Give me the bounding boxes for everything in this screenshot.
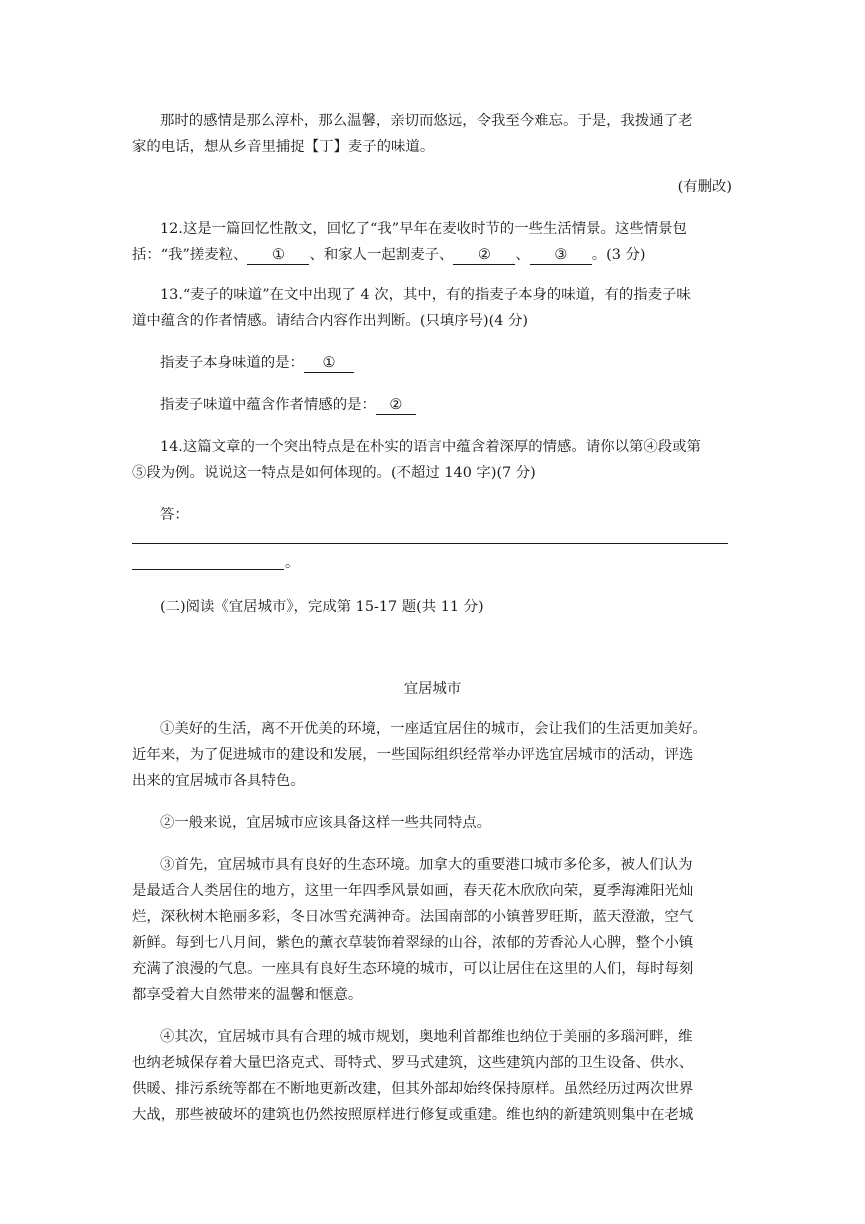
article-p1-line-2: 近年来，为了促进城市的建设和发展，一些国际组织经常举办评选宜居城市的活动，评选: [132, 747, 694, 763]
article-p4-line-3: 供暖、排污系统等都在不断地更新改建，但其外部却始终保持原样。虽然经历过两次世界: [132, 1081, 694, 1097]
q12-text-c: 、: [515, 247, 530, 263]
answer-line-1: [132, 543, 728, 544]
article-p4-line-2: 也纳老城保存着大量巴洛克式、哥特式、罗马式建筑，这些建筑内部的卫生设备、供水、: [132, 1055, 694, 1071]
q13-answer-a: [160, 350, 734, 376]
q13-line-1: 13.“麦子的味道”在文中出现了 4 次，其中，有的指麦子本身的味道，有的指麦子味: [160, 287, 691, 303]
q13-a-blank: ①: [304, 354, 354, 373]
q13-a-label: 指麦子本身味道的是：: [160, 355, 304, 371]
article-p3-line-4: 新鲜。每到七八月间，紫色的薰衣草装饰着翠绿的山谷，浓郁的芳香沁人心脾，整个小镇: [132, 935, 694, 951]
q14-line-1: 14.这篇文章的一个突出特点是在朴实的语言中蕴含着深厚的情感。请你以第④段或第: [160, 439, 701, 455]
q12-text-a: 括：“我”搓麦粒、: [132, 247, 248, 263]
article-p1-line-3: 出来的宜居城市各具特色。: [132, 773, 305, 789]
article-p3-line-6: 都享受着大自然带来的温馨和惬意。: [132, 987, 363, 1003]
q14-answer-label: 答：: [160, 507, 189, 523]
article-p2: ②一般来说，宜居城市应该具备这样一些共同特点。: [160, 815, 491, 831]
q12-text-b: 、和家人一起割麦子、: [309, 247, 454, 263]
article-p4-line-1: ④其次，宜居城市具有合理的城市规划，奥地利首都维也纳位于美丽的多瑙河畔，维: [160, 1029, 693, 1045]
source-note: (有删改): [677, 179, 732, 195]
q14-line-2: ⑤段为例。说说这一特点是如何体现的。(不超过 140 字)(7 分): [132, 465, 536, 481]
q12-blank-1: ①: [247, 246, 309, 265]
intro-line-2: 家的电话，想从乡音里捕捉【丁】麦子的味道。: [132, 139, 435, 155]
article-p4-line-4: 大战，那些被破坏的建筑也仍然按照原样进行修复或重建。维也纳的新建筑则集中在老城: [132, 1107, 694, 1123]
q12-text-d: 。(3 分): [591, 247, 646, 263]
q13-answer-b: [160, 392, 734, 418]
q12-blank-3: ③: [530, 246, 592, 265]
answer-end-mark: 。: [285, 555, 300, 571]
q12-line-2: [132, 242, 734, 268]
article-p3-line-3: 烂，深秋树木艳丽多彩，冬日冰雪充满神奇。法国南部的小镇普罗旺斯，蓝天澄澈，空气: [132, 909, 694, 925]
q12-line-1: 12.这是一篇回忆性散文，回忆了“我”早年在麦收时节的一些生活情景。这些情景包: [160, 221, 687, 237]
intro-line-1: 那时的感情是那么淳朴，那么温馨，亲切而悠远，令我至今难忘。于是，我拨通了老: [160, 113, 693, 129]
article-p3-line-5: 充满了浪漫的气息。一座具有良好生态环境的城市，可以让居住在这里的人们，每时每刻: [132, 961, 694, 977]
q13-b-label: 指麦子味道中蕴含作者情感的是：: [160, 397, 376, 413]
q13-b-blank: ②: [376, 396, 416, 415]
q13-line-2: 道中蕴含的作者情感。请结合内容作出判断。(只填序号)(4 分): [132, 313, 528, 329]
article-p3-line-1: ③首先，宜居城市具有良好的生态环境。加拿大的重要港口城市多伦多，被人们认为: [160, 857, 693, 873]
section-2-heading: (二)阅读《宜居城市》，完成第 15-17 题(共 11 分): [160, 599, 484, 615]
q12-blank-2: ②: [453, 246, 515, 265]
answer-line-2: [132, 569, 284, 570]
article-p1-line-1: ①美好的生活，离不开优美的环境，一座适宜居住的城市，会让我们的生活更加美好。: [160, 721, 707, 737]
article-p3-line-2: 是最适合人类居住的地方，这里一年四季风景如画，春天花木欣欣向荣，夏季海滩阳光灿: [132, 883, 694, 899]
article-title: 宜居城市: [403, 681, 462, 697]
